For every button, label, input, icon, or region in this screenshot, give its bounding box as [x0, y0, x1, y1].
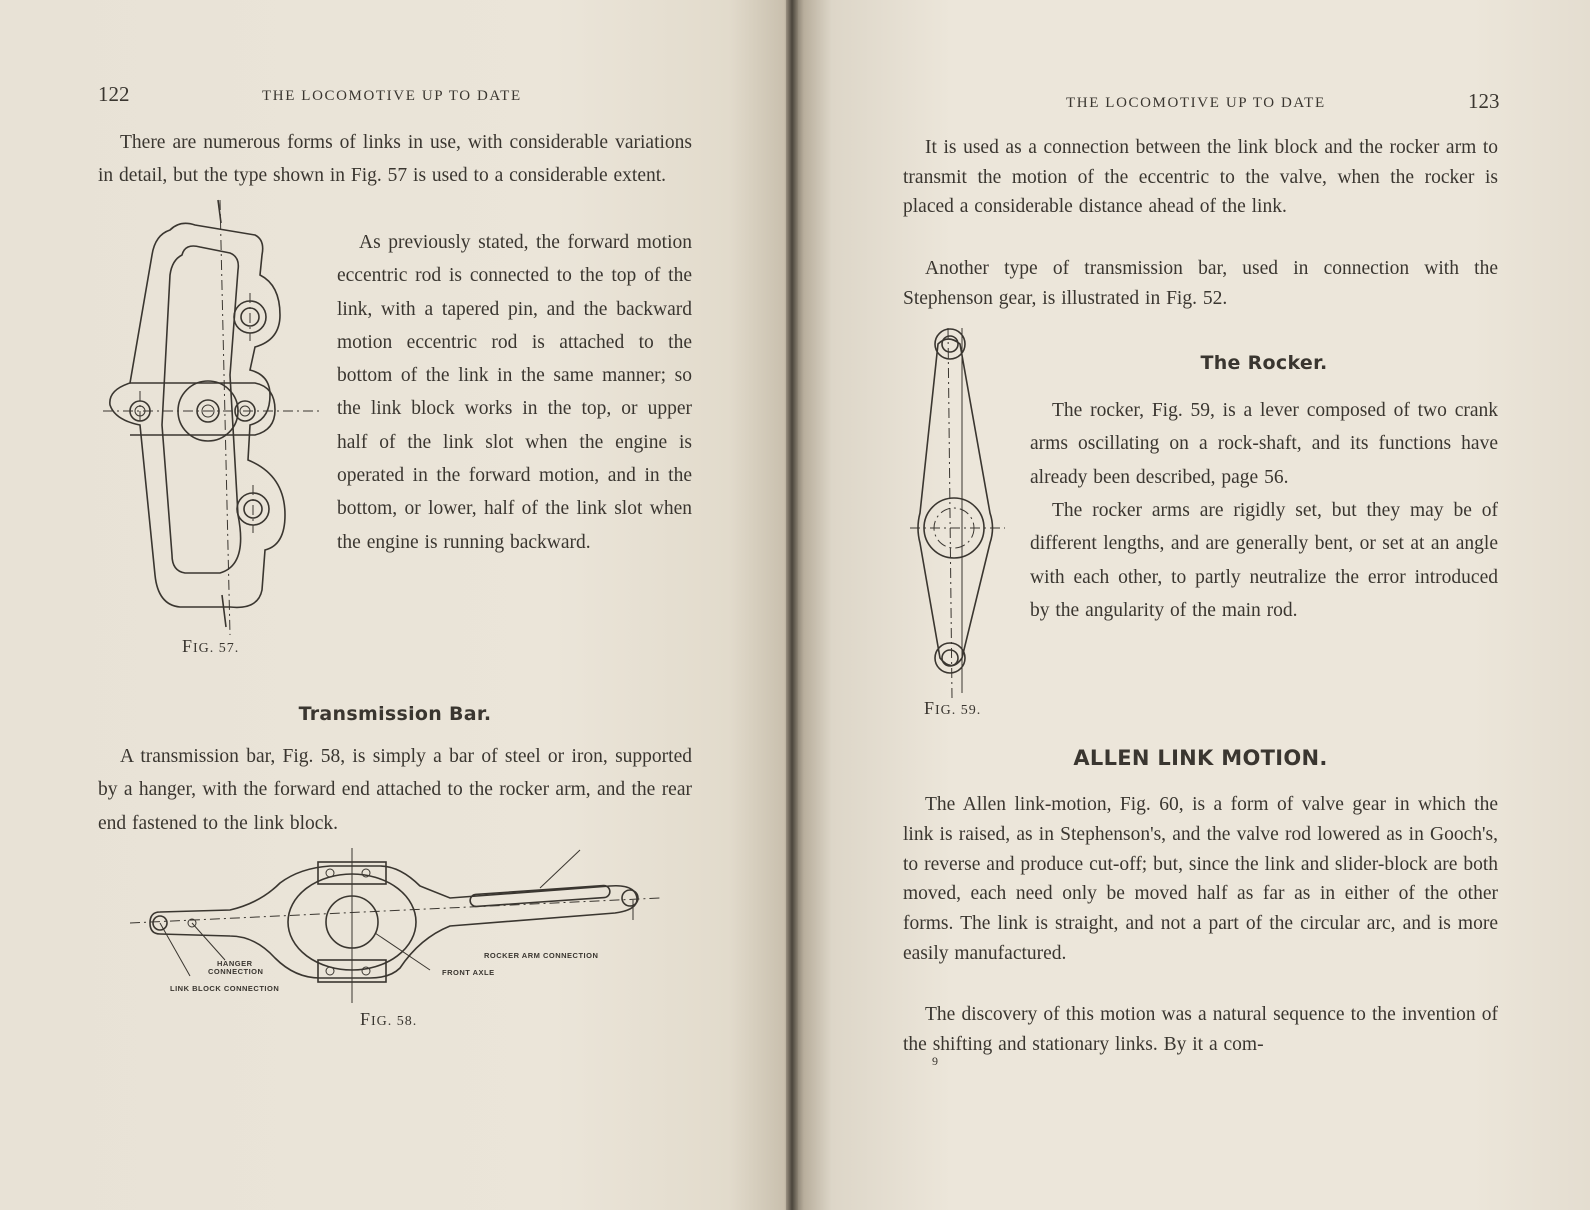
fig57-caption-rest: IG. 57.: [193, 641, 240, 656]
running-head-left: THE LOCOMOTIVE UP TO DATE: [262, 88, 522, 104]
right-paragraph-2: [903, 254, 1498, 313]
right-para5-text: The Allen link-motion, Fig. 60, is a form of valve gear in which the link is raised, as in Stephenson's, and the valve rod lowered as in Gooch's, to reverse and produce cut-off; but, since the link and slider-block are both moved, each need only be moved half as far as in either of the other forms. The link is straight, and not a part of the circular arc, and is more easily manufactured.: [903, 794, 1498, 964]
fig59-caption: [924, 698, 981, 719]
fig58-bolt-1: [326, 869, 334, 877]
fig58-hanger-leader: [192, 923, 225, 960]
fig58-label-hanger-2: CONNECTION: [208, 967, 264, 976]
fig58-rocker-slot: [470, 885, 610, 907]
fig58-top-leader: [540, 850, 580, 888]
left-para3-text: A transmission bar, Fig. 58, is simply a bar of steel or iron, supported by a hanger, with the forward end attached to the rocker arm, and the rear end fastened to the link block.: [98, 746, 692, 834]
heading-the-rocker: The Rocker.: [1200, 352, 1328, 374]
heading-allen-link-motion: ALLEN LINK MOTION.: [1073, 746, 1328, 770]
fig59-caption-initial: F: [924, 698, 936, 718]
fig59-rocker-outline: [918, 339, 993, 666]
right-para6-text: The discovery of this motion was a natural sequence to the invention of the shifting and stationary links. By it a com-: [903, 1004, 1498, 1055]
fig59-rocker-drawing: [910, 328, 1010, 708]
right-paragraph-3: [1030, 394, 1498, 494]
fig58-bolt-3: [326, 967, 334, 975]
heading-transmission-bar: Transmission Bar.: [298, 703, 492, 725]
left-paragraph-1: [98, 126, 692, 193]
fig58-link-block-leader: [160, 923, 190, 976]
right-paragraph-4: [1030, 494, 1498, 627]
signature-mark: 9: [932, 1054, 938, 1068]
right-paragraph-1: [903, 133, 1498, 222]
fig58-label-hanger-1: HANGER: [217, 959, 253, 968]
fig58-label-front-axle: FRONT AXLE: [442, 968, 495, 977]
fig57-caption: [182, 636, 239, 657]
right-para2-text: Another type of transmission bar, used in connection with the Stephenson gear, is illustrated in Fig. 52.: [903, 258, 1498, 309]
fig57-inner-slot: [162, 246, 241, 573]
right-para4-text: The rocker arms are rigidly set, but they may be of different lengths, and are generally bent, or set at an angle with each other, to partly neutralize the error introduced by the angularity of the main rod.: [1030, 500, 1498, 621]
fig59-caption-rest: IG. 59.: [935, 703, 982, 718]
right-paragraph-5: [903, 790, 1498, 969]
fig57-bottom-tick: [222, 595, 226, 627]
fig58-transmission-bar-drawing: [130, 848, 670, 1008]
page-number-left: 122: [98, 82, 130, 106]
fig58-rocker-pin: [622, 890, 638, 906]
book-gutter: [786, 0, 798, 1210]
fig58-label-link-block: LINK BLOCK CONNECTION: [170, 984, 280, 993]
left-paragraph-2: [337, 226, 692, 559]
fig58-caption: [360, 1009, 417, 1030]
left-para1-text: There are numerous forms of links in use, with considerable variations in detail, but the type shown in Fig. 57 is used to a considerable extent.: [98, 132, 692, 187]
running-head-right: THE LOCOMOTIVE UP TO DATE: [1066, 95, 1326, 111]
left-para2-text: As previously stated, the forward motion eccentric rod is connected to the top of the link, with a tapered pin, and the backward motion eccentric rod is attached to the bottom of the link in the same manner; so the link block works in the top, or upper half of the link slot when the engine is operated in the forward motion, and in the bottom, or lower, half of the link slot when the engine is running backward.: [337, 232, 692, 553]
fig59-bottom-pin-inner: [942, 650, 958, 666]
fig57-caption-initial: F: [182, 636, 194, 656]
fig58-label-rocker-arm: ROCKER ARM CONNECTION: [484, 951, 599, 960]
right-paragraph-6: [903, 1000, 1498, 1060]
left-paragraph-3: [98, 740, 692, 840]
right-para1-text: It is used as a connection between the link block and the rocker arm to transmit the motion of the eccentric to the valve, when the rocker is placed a considerable distance ahead of the link.: [903, 137, 1498, 217]
fig58-caption-initial: F: [360, 1009, 372, 1029]
right-para3-text: The rocker, Fig. 59, is a lever composed of two crank arms oscillating on a rock-shaft, and its functions have already been described, page 56.: [1030, 400, 1498, 488]
page-number-right: 123: [1468, 89, 1500, 113]
fig57-link-drawing: [100, 195, 330, 635]
fig58-caption-rest: IG. 58.: [371, 1014, 418, 1029]
